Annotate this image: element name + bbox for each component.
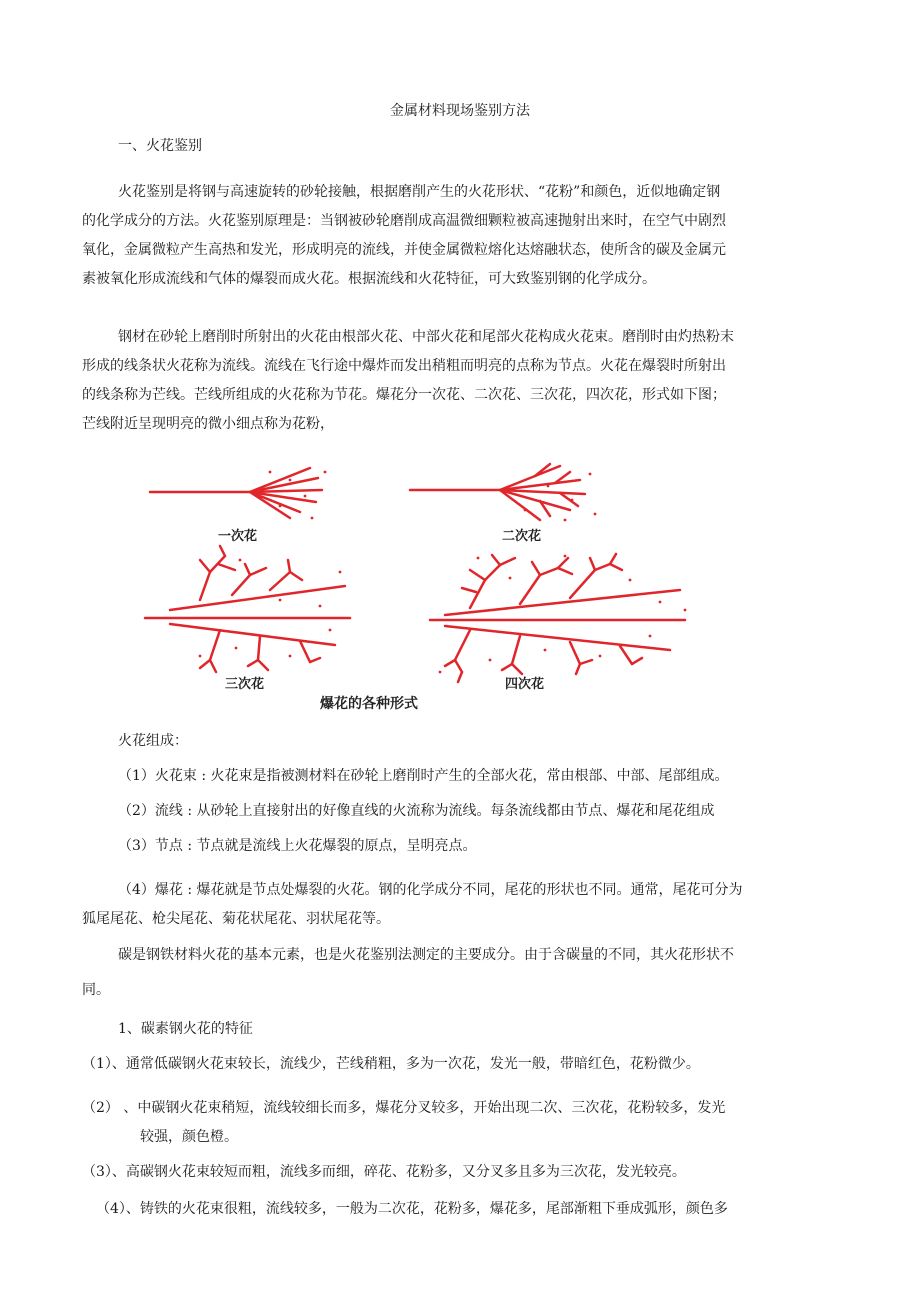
text-line: 氧化，金属微粒产生高热和发光，形成明亮的流线，并使金属微粒熔化达熔融状态，使所含的碳及金属元 — [82, 242, 726, 258]
spark-quadruple-burst — [430, 554, 685, 682]
text-line: 火花鉴别是将钢与高速旋转的砂轮接触，根据磨削产生的火花形状、“花粉”和颜色，近似地确定钢 — [118, 184, 721, 200]
label-triple-burst: 三次花 — [225, 677, 265, 692]
spark-forms-figure — [140, 460, 700, 720]
feature-item: （3）、高碳钢火花束较短而粗，流线多而细，碎花、花粉多，又分叉多且多为三次花，发光较亮。 — [82, 1164, 686, 1180]
text-line: 同。 — [82, 982, 110, 998]
feature-item: （1）、通常低碳钢火花束较长，流线少，芒线稍粗，多为一次花，发光一般，带暗红色，花粉微少。 — [82, 1056, 700, 1072]
page-title: 金属材料现场鉴别方法 — [390, 103, 530, 119]
figure-caption: 爆花的各种形式 — [320, 696, 418, 712]
feature-item: （2） 、中碳钢火花束稍短，流线较细长而多，爆花分叉较多，开始出现二次、三次花，花粉较多，发光 — [82, 1100, 726, 1116]
label-quadruple-burst: 四次花 — [505, 677, 545, 692]
spark-single-burst — [150, 468, 322, 518]
text-line: 素被氧化形成流线和气体的爆裂而成火花。根据流线和火花特征，可大致鉴别钢的化学成分。 — [82, 271, 656, 287]
text-line: 的化学成分的方法。火花鉴别原理是：当钢被砂轮磨削成高温微细颗粒被高速抛射出来时，在空气中剧烈 — [82, 213, 726, 229]
list-item: （1）火花束 : 火花束是指被测材料在砂轮上磨削时产生的全部火花，常由根部、中部、尾部组成。 — [118, 768, 729, 784]
section-heading: 一、火花鉴别 — [118, 138, 202, 154]
text-line: 钢材在砂轮上磨削时所射出的火花由根部火花、中部火花和尾部火花构成火花束。磨削时由灼热粉末 — [118, 329, 734, 345]
text-line: 芒线附近呈现明亮的微小细点称为花粉， — [82, 416, 334, 432]
list-item-continuation: 狐尾尾花、枪尖尾花、菊花状尾花、羽状尾花等。 — [82, 911, 390, 927]
spark-triple-burst — [145, 546, 350, 672]
spark-diagram — [140, 460, 700, 720]
composition-heading: 火花组成： — [118, 733, 188, 749]
list-item: （4）爆花 : 爆花就是节点处爆裂的火花。钢的化学成分不同，尾花的形状也不同。通常，尾花可分为 — [118, 882, 743, 898]
feature-item: （4）、铸铁的火花束很粗，流线较多，一般为二次花，花粉多，爆花多，尾部渐粗下垂成弧形，颜色多 — [96, 1201, 728, 1217]
list-item: （2）流线 : 从砂轮上直接射出的好像直线的火流称为流线。每条流线都由节点、爆花和尾花组成 — [118, 803, 715, 819]
label-double-burst: 二次花 — [502, 529, 542, 544]
feature-item-continuation: 较强，颜色橙。 — [140, 1129, 238, 1145]
label-single-burst: 一次花 — [218, 529, 258, 544]
text-line: 形成的线条状火花称为流线。流线在飞行途中爆炸而发出稍粗而明亮的点称为节点。火花在爆裂时所射出 — [82, 358, 726, 374]
subsection-heading: 1、碳素钢火花的特征 — [118, 1021, 253, 1037]
text-line: 碳是钢铁材料火花的基本元素，也是火花鉴别法测定的主要成分。由于含碳量的不同，其火花形状不 — [118, 947, 734, 963]
spark-double-burst — [410, 464, 585, 520]
text-line: 的线条称为芒线。芒线所组成的火花称为节花。爆花分一次花、二次花、三次花，四次花，形式如下图； — [82, 387, 726, 403]
list-item: （3）节点 : 节点就是流线上火花爆裂的原点，呈明亮点。 — [118, 838, 477, 854]
